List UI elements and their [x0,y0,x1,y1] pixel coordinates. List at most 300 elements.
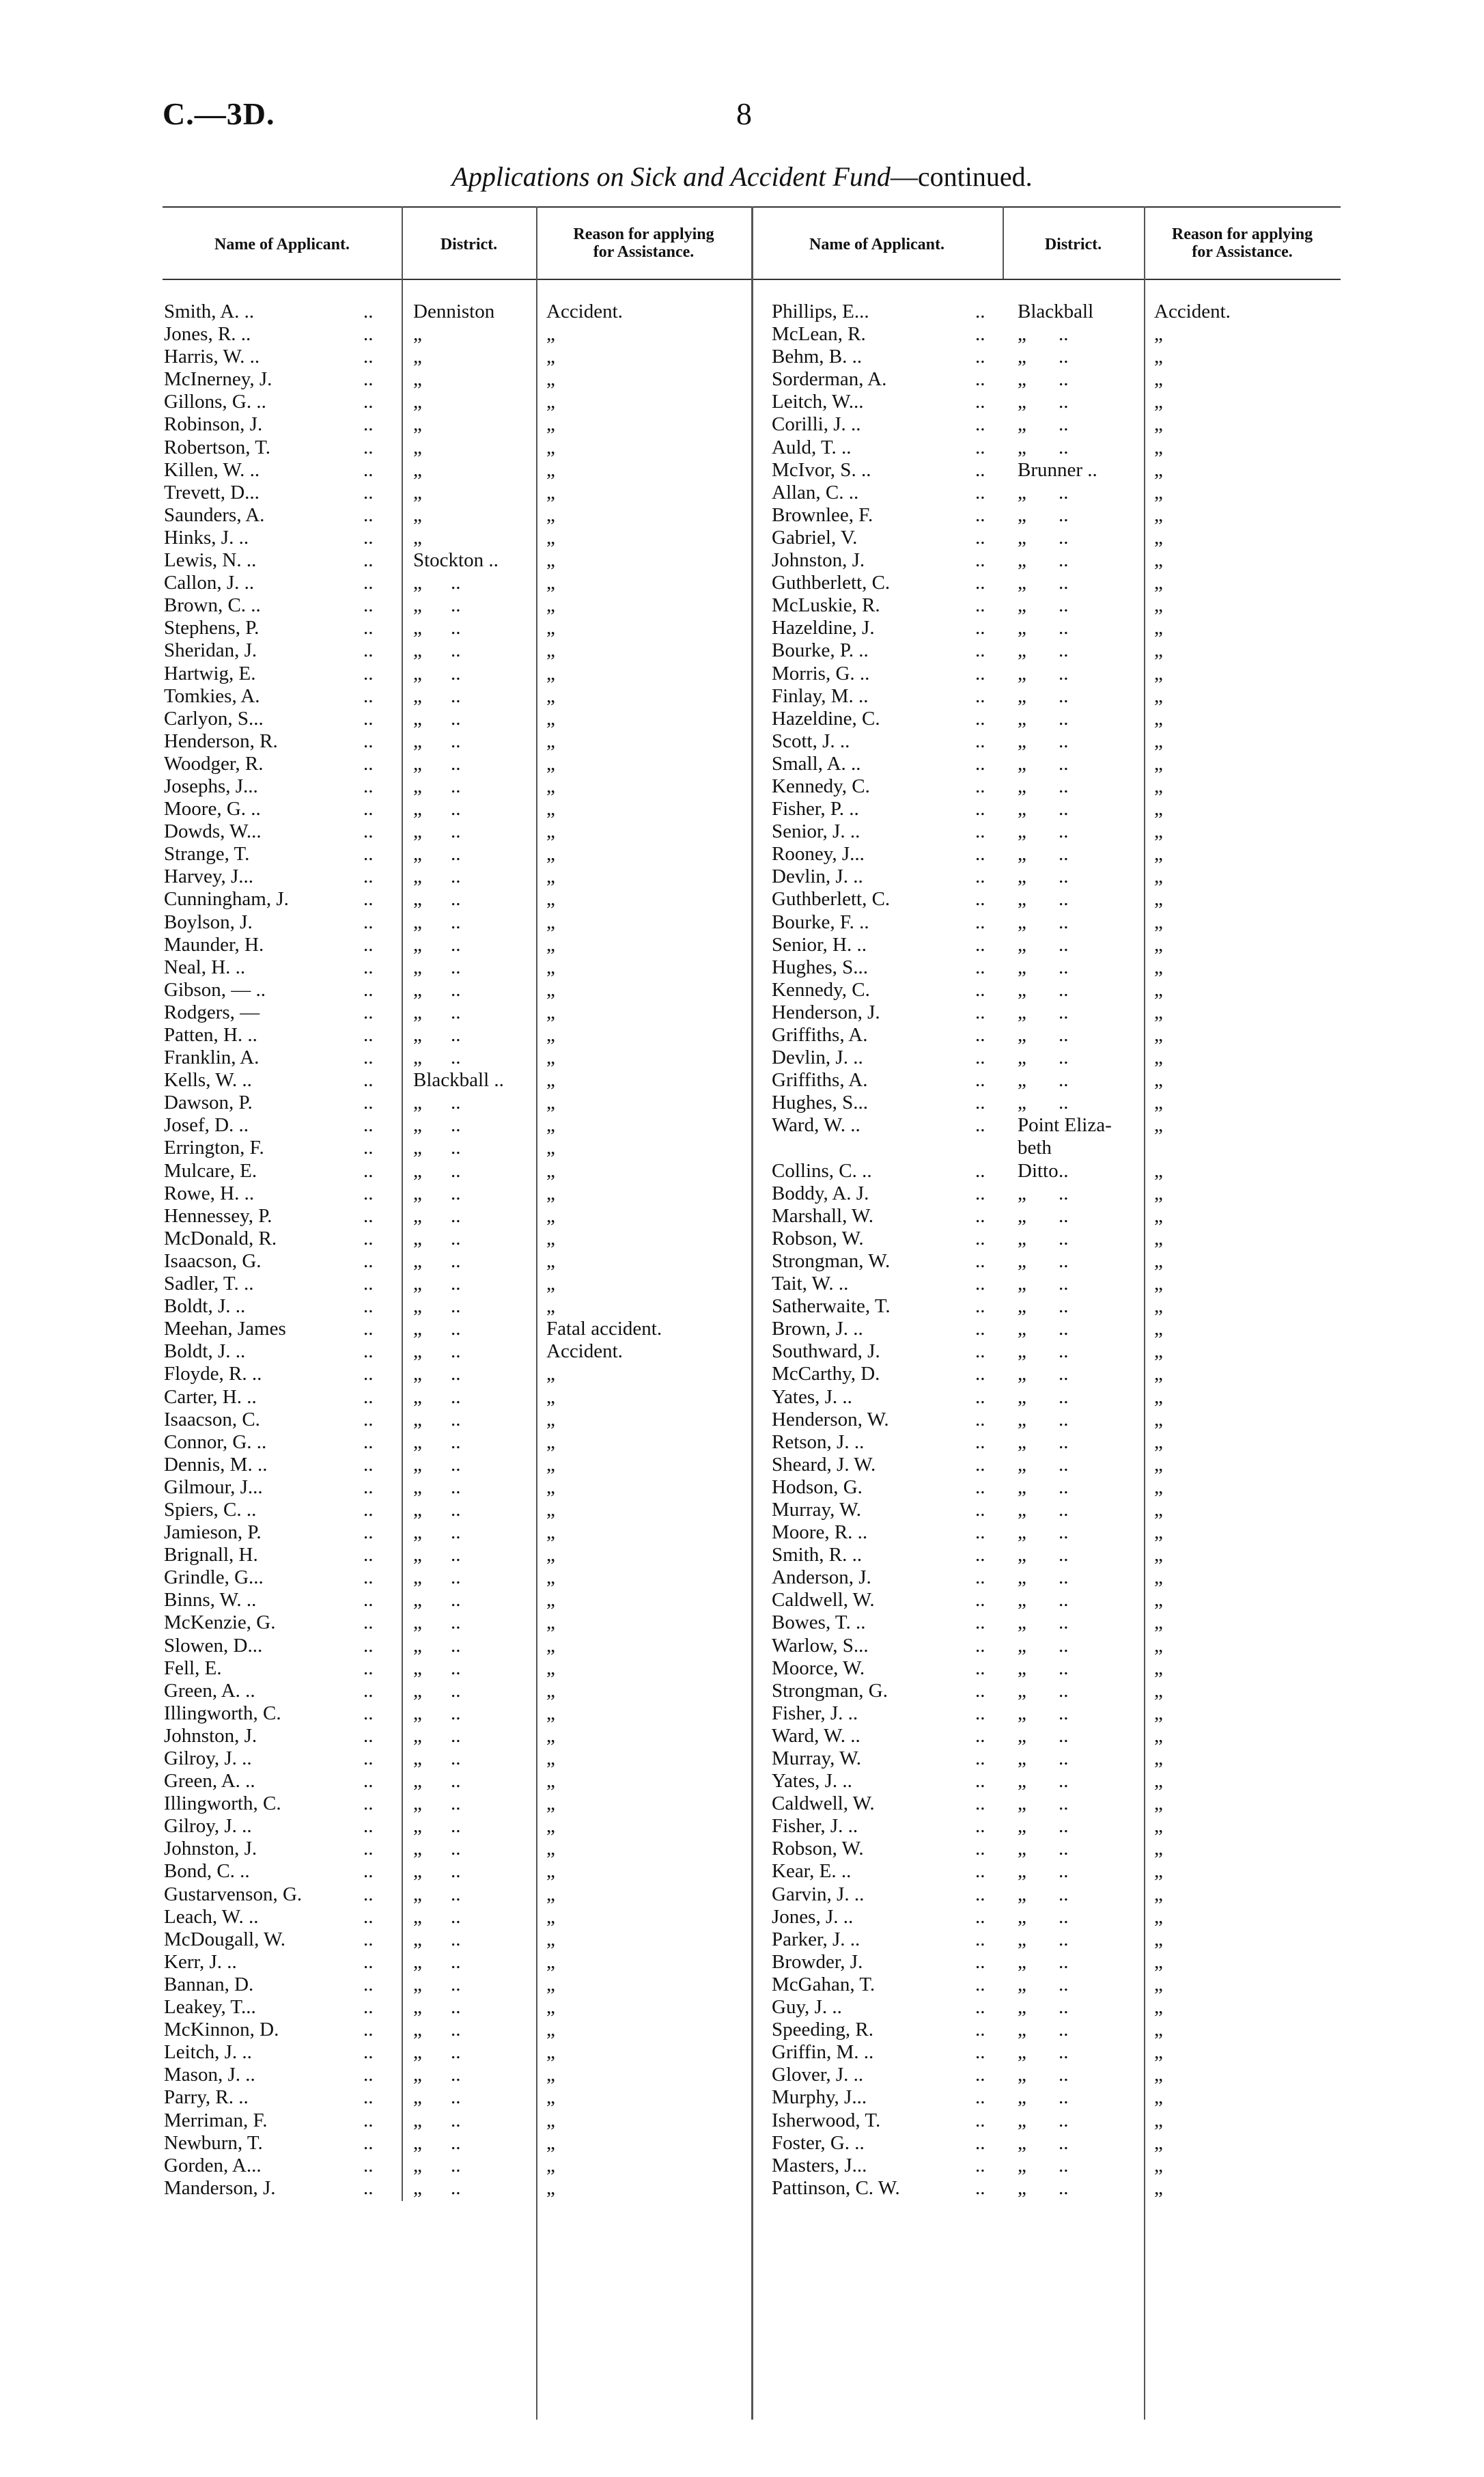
district-value: „ [413,730,422,752]
applicant-name: Strongman, G. [772,1679,888,1702]
leader-dots: .. [451,1114,461,1137]
district-value: „ [413,617,422,639]
district-value: „ [413,1453,422,1476]
leader-dots: .. [1059,730,1069,752]
applicant-name: Senior, J. .. [772,820,860,843]
reason-value: „ [546,323,555,346]
table-row [772,1747,1345,1770]
district-value: „ [413,1928,422,1950]
table-row [164,1454,751,1476]
applicant-name: Dennis, M. .. [164,1453,268,1476]
table-row [164,413,751,436]
table-row [772,2177,1345,2200]
leader-dots: .. [363,1363,374,1385]
leader-dots: .. [975,888,985,911]
district-value: „ [1018,1498,1026,1521]
applicant-name: Griffin, M. .. [772,2041,874,2064]
reason-value: „ [546,2154,555,2176]
leader-dots: .. [451,1092,461,1114]
leader-dots: .. [451,1385,461,1408]
applicant-name: Small, A. .. [772,752,861,775]
leader-dots: .. [1059,1724,1069,1747]
leader-dots: .. [1059,662,1069,684]
reason-value: „ [546,933,555,956]
leader-dots: .. [1059,1092,1069,1114]
applicant-name: Saunders, A. [164,503,265,526]
table-row [772,843,1345,866]
leader-dots: .. [451,639,461,662]
district-value: „ [413,413,422,436]
district-value: „ [413,2131,422,2154]
leader-dots: .. [975,1385,985,1408]
leader-dots: .. [451,956,461,978]
applicant-name: Robertson, T. [164,436,271,458]
leader-dots: .. [1059,1498,1069,1521]
applicant-name: Robson, W. [772,1227,864,1249]
applicant-name: Manderson, J. [164,2176,276,2199]
reason-value: „ [546,503,555,526]
district-value: „ [413,1114,422,1137]
district-value: „ [413,639,422,662]
district-value: „ [1018,866,1026,888]
leader-dots: .. [975,1747,985,1769]
reason-value: „ [546,1159,555,1182]
table-row [164,1951,751,1974]
applicant-name: Jones, R. .. [164,323,251,346]
applicant-name: Slowen, D... [164,1634,263,1657]
leader-dots: .. [451,1273,461,1295]
table-row [164,504,751,527]
header-reason-line2: for Assistance. [593,243,695,261]
reason-value: „ [1154,1430,1163,1453]
leader-dots: .. [1059,1905,1069,1928]
leader-dots: .. [975,413,985,436]
leader-dots: .. [363,617,374,639]
table-row [772,1680,1345,1702]
leader-dots: .. [363,843,374,866]
table-row [164,1657,751,1680]
leader-dots: .. [451,1498,461,1521]
leader-dots: .. [975,1318,985,1340]
district-value: „ [413,503,422,526]
table-row [164,1024,751,1047]
applicant-name: McDougall, W. [164,1928,286,1950]
table-row [164,346,751,368]
reason-value: „ [546,2176,555,2199]
leader-dots: .. [363,503,374,526]
district-value: „ [413,798,422,820]
leader-dots: .. [363,1137,374,1159]
applicant-name: Callon, J. .. [164,572,255,594]
leader-dots: .. [975,1047,985,1069]
leader-dots: .. [363,1069,374,1092]
reason-value: „ [1154,526,1163,549]
table-row [164,1521,751,1544]
leader-dots: .. [363,2176,374,2199]
applicant-name: McCarthy, D. [772,1363,880,1385]
leader-dots: .. [363,2041,374,2064]
reason-value: „ [1154,684,1163,707]
leader-dots: .. [451,1227,461,1249]
leader-dots: .. [451,978,461,1001]
reason-value: „ [546,1001,555,1023]
applicant-name: Merriman, F. [164,2109,268,2131]
leader-dots: .. [975,346,985,368]
applicant-name: Gorden, A... [164,2154,262,2176]
table-row [164,979,751,1001]
leader-dots: .. [1059,2131,1069,2154]
leader-dots: .. [363,1340,374,1363]
district-value: „ [413,594,422,617]
district-value: „ [413,1860,422,1883]
district-value: „ [413,1973,422,1995]
leader-dots: .. [363,572,374,594]
document-code: C.—3D. [163,96,275,131]
table-row [772,1611,1345,1634]
district-value: „ [1018,594,1026,617]
district-value: „ [1018,1069,1026,1092]
leader-dots: .. [1059,1430,1069,1453]
district-value: „ [413,1385,422,1408]
district-value: „ [1018,2131,1026,2154]
leader-dots: .. [363,752,374,775]
leader-dots: .. [363,1996,374,2019]
applicant-name: Rowe, H. .. [164,1182,255,1204]
table-row [772,413,1345,436]
district-value: Point Eliza- [1018,1114,1112,1137]
reason-value: „ [1154,1566,1163,1589]
reason-value: „ [546,1996,555,2019]
district-value: „ [1018,1996,1026,2019]
reason-value: „ [1154,1453,1163,1476]
reason-value: „ [1154,1521,1163,1544]
district-value: „ [413,752,422,775]
applicant-name: Boylson, J. [164,911,253,933]
leader-dots: .. [1059,1860,1069,1883]
district-value: „ [1018,1430,1026,1453]
reason-value: „ [1154,1996,1163,2019]
district-value: „ [1018,1227,1026,1249]
applicant-name: Brown, J. .. [772,1318,863,1340]
applicant-name: Gilroy, J. .. [164,1747,252,1769]
leader-dots: .. [975,662,985,684]
district-value: „ [413,1702,422,1724]
leader-dots: .. [975,730,985,752]
leader-dots: .. [451,730,461,752]
reason-value: „ [546,1589,555,1611]
reason-value: „ [546,1227,555,1249]
leader-dots: .. [975,911,985,933]
applicant-name: Griffiths, A. [772,1069,868,1092]
leader-dots: .. [975,752,985,775]
leader-dots: .. [1059,617,1069,639]
reason-value: „ [1154,1001,1163,1023]
district-value: „ [413,1408,422,1430]
leader-dots: .. [1059,1950,1069,1973]
district-value: „ [1018,1182,1026,1204]
leader-dots: .. [451,1295,461,1318]
leader-dots: .. [363,1498,374,1521]
reason-value: „ [1154,1634,1163,1657]
table-row [772,1725,1345,1747]
applicant-name: Kennedy, C. [772,775,870,797]
applicant-name: Moorce, W. [772,1657,865,1679]
reason-value: „ [546,798,555,820]
district-value: „ [1018,1295,1026,1318]
leader-dots: .. [975,1793,985,1815]
district-value: „ [413,956,422,978]
leader-dots: .. [451,1838,461,1860]
leader-dots: .. [1059,1340,1069,1363]
leader-dots: .. [975,1159,985,1182]
table-row [164,934,751,956]
table-row [772,504,1345,527]
applicant-name: Yates, J. .. [772,1385,852,1408]
district-value: „ [413,843,422,866]
table-row [772,708,1345,730]
applicant-name: Newburn, T. [164,2131,263,2154]
leader-dots: .. [975,1770,985,1793]
leader-dots: .. [363,1793,374,1815]
table-row [164,1318,751,1340]
leader-dots: .. [451,572,461,594]
leader-dots: .. [451,684,461,707]
table-row [772,2041,1345,2064]
leader-dots: .. [451,752,461,775]
district-value: „ [413,1724,422,1747]
leader-dots: .. [1059,481,1069,503]
title-main: Applications on Sick and Accident Fund [451,161,891,192]
reason-value: „ [1154,1295,1163,1318]
reason-value: „ [546,1430,555,1453]
leader-dots: .. [451,707,461,730]
table-row [164,1793,751,1815]
district-value: „ [413,1634,422,1657]
applicant-name: Mulcare, E. [164,1159,257,1182]
leader-dots: .. [363,2019,374,2041]
reason-value: „ [546,1363,555,1385]
district-value: „ [413,2019,422,2041]
leader-dots: .. [363,526,374,549]
applicant-name: Meehan, James [164,1318,286,1340]
reason-value: „ [546,1724,555,1747]
district-value: „ [1018,526,1026,549]
applicant-name: Lewis, N. .. [164,549,257,572]
applicant-name: Brignall, H. [164,1544,258,1566]
leader-dots: .. [1059,1453,1069,1476]
reason-value: „ [546,1092,555,1114]
reason-value: „ [546,1544,555,1566]
reason-value: „ [546,481,555,503]
applicant-name: Hazeldine, C. [772,707,880,730]
leader-dots: .. [975,1430,985,1453]
leader-dots: .. [363,1182,374,1204]
applicant-name: Moore, R. .. [772,1521,868,1544]
leader-dots: .. [451,594,461,617]
applicant-name: Guthberlett, C. [772,888,891,911]
leader-dots: .. [1059,594,1069,617]
table-row [164,1747,751,1770]
reason-value: „ [1154,436,1163,458]
reason-value: „ [546,2041,555,2064]
leader-dots: .. [451,2109,461,2131]
leader-dots: .. [1059,2019,1069,2041]
district-value: „ [1018,1928,1026,1950]
reason-value: „ [1154,978,1163,1001]
district-value: „ [1018,2154,1026,2176]
district-value: „ [413,888,422,911]
leader-dots: .. [363,1905,374,1928]
leader-dots: .. [451,1860,461,1883]
page-title [0,161,1484,193]
reason-value: „ [1154,1793,1163,1815]
applicant-name: McInerney, J. [164,368,272,391]
leader-dots: .. [363,391,374,413]
leader-dots: .. [975,1069,985,1092]
leader-dots: .. [451,2176,461,2199]
applicant-name: Devlin, J. .. [772,866,863,888]
leader-dots: .. [975,798,985,820]
reason-value: „ [546,617,555,639]
district-value: „ [1018,2064,1026,2086]
district-value: „ [413,391,422,413]
reason-value: „ [546,639,555,662]
applicant-name: McIvor, S. .. [772,458,871,481]
leader-dots: .. [975,1860,985,1883]
district-value: „ [413,346,422,368]
applicant-name: Connor, G. .. [164,1430,267,1453]
applicant-name: Boldt, J. .. [164,1295,246,1318]
district-value: „ [1018,1092,1026,1114]
district-value: „ [1018,1385,1026,1408]
applicant-name: Tait, W. .. [772,1273,849,1295]
reason-value: „ [1154,911,1163,933]
applicant-name: Floyde, R. .. [164,1363,262,1385]
leader-dots: .. [363,639,374,662]
table-row [772,730,1345,753]
applicant-name: Leach, W. .. [164,1905,259,1928]
header-reason-right [1144,225,1341,261]
leader-dots: .. [1059,911,1069,933]
table-row [772,437,1345,459]
district-value: „ [413,1838,422,1860]
applicant-name: Marshall, W. [772,1204,874,1227]
district-value: „ [1018,346,1026,368]
leader-dots: .. [363,1611,374,1634]
district-value: „ [413,1950,422,1973]
leader-dots: .. [1059,707,1069,730]
leader-dots: .. [451,2154,461,2176]
leader-dots: .. [1059,2041,1069,2064]
district-value: „ [1018,1793,1026,1815]
table-row [164,956,751,979]
leader-dots: .. [975,572,985,594]
reason-value: „ [1154,933,1163,956]
table-row [772,1521,1345,1544]
table-row [772,1974,1345,1996]
table-row [772,1409,1345,1431]
table-row [164,685,751,708]
leader-dots: .. [363,730,374,752]
district-value: „ [413,1204,422,1227]
leader-dots: .. [451,1408,461,1430]
reason-value: „ [1154,888,1163,911]
table-row [772,639,1345,662]
table-row [164,820,751,843]
leader-dots: .. [451,1611,461,1634]
reason-value: „ [546,1182,555,1204]
left-applicant-list [164,301,751,2200]
leader-dots: .. [975,526,985,549]
applicant-name: Green, A. .. [164,1770,255,1793]
reason-value: „ [1154,1159,1163,1182]
district-value: „ [413,1770,422,1793]
reason-value: „ [1154,2086,1163,2109]
leader-dots: .. [363,1001,374,1023]
leader-dots: .. [1059,1928,1069,1950]
district-value: „ [413,775,422,797]
reason-value: „ [1154,1273,1163,1295]
leader-dots: .. [451,1793,461,1815]
applicant-name: Bannan, D. [164,1973,254,1995]
applicant-name: Morris, G. .. [772,662,870,684]
leader-dots: .. [363,1453,374,1476]
reason-value: „ [1154,1950,1163,1973]
title-continued: —continued. [890,161,1033,192]
district-value: „ [413,1611,422,1634]
leader-dots: .. [975,1204,985,1227]
reason-value: „ [546,526,555,549]
leader-dots: .. [363,346,374,368]
leader-dots: .. [975,1950,985,1973]
leader-dots: .. [363,594,374,617]
leader-dots: .. [1059,368,1069,391]
applicant-name: Robinson, J. [164,413,263,436]
leader-dots: .. [451,1182,461,1204]
leader-dots: .. [363,1092,374,1114]
leader-dots: .. [363,1679,374,1702]
leader-dots: .. [1059,1227,1069,1249]
district-value: „ [1018,1702,1026,1724]
applicant-name: Southward, J. [772,1340,880,1363]
leader-dots: .. [451,2064,461,2086]
leader-dots: .. [363,707,374,730]
leader-dots: .. [975,1928,985,1950]
header-reason-line1: Reason for applying [573,225,714,243]
district-value: „ [413,2109,422,2131]
reason-value: „ [546,1950,555,1973]
district-value: „ [413,1249,422,1272]
applicant-name: Ward, W. .. [772,1724,860,1747]
table-row [164,1092,751,1114]
applicant-name: Leitch, W... [772,391,864,413]
leader-dots: .. [1059,933,1069,956]
reason-value: „ [546,1024,555,1046]
applicant-name: Gibson, — .. [164,978,266,1001]
reason-value: „ [1154,503,1163,526]
reason-value: „ [546,413,555,436]
table-row [772,1318,1345,1340]
leader-dots: .. [975,617,985,639]
applicant-name: Carter, H. .. [164,1385,257,1408]
district-value: „ [1018,2176,1026,2199]
reason-value: „ [1154,594,1163,617]
district-value: „ [1018,1340,1026,1363]
reason-value: „ [1154,843,1163,866]
reason-value: „ [546,1273,555,1295]
header-name-right: Name of Applicant. [809,236,944,253]
table-row [772,1182,1345,1205]
